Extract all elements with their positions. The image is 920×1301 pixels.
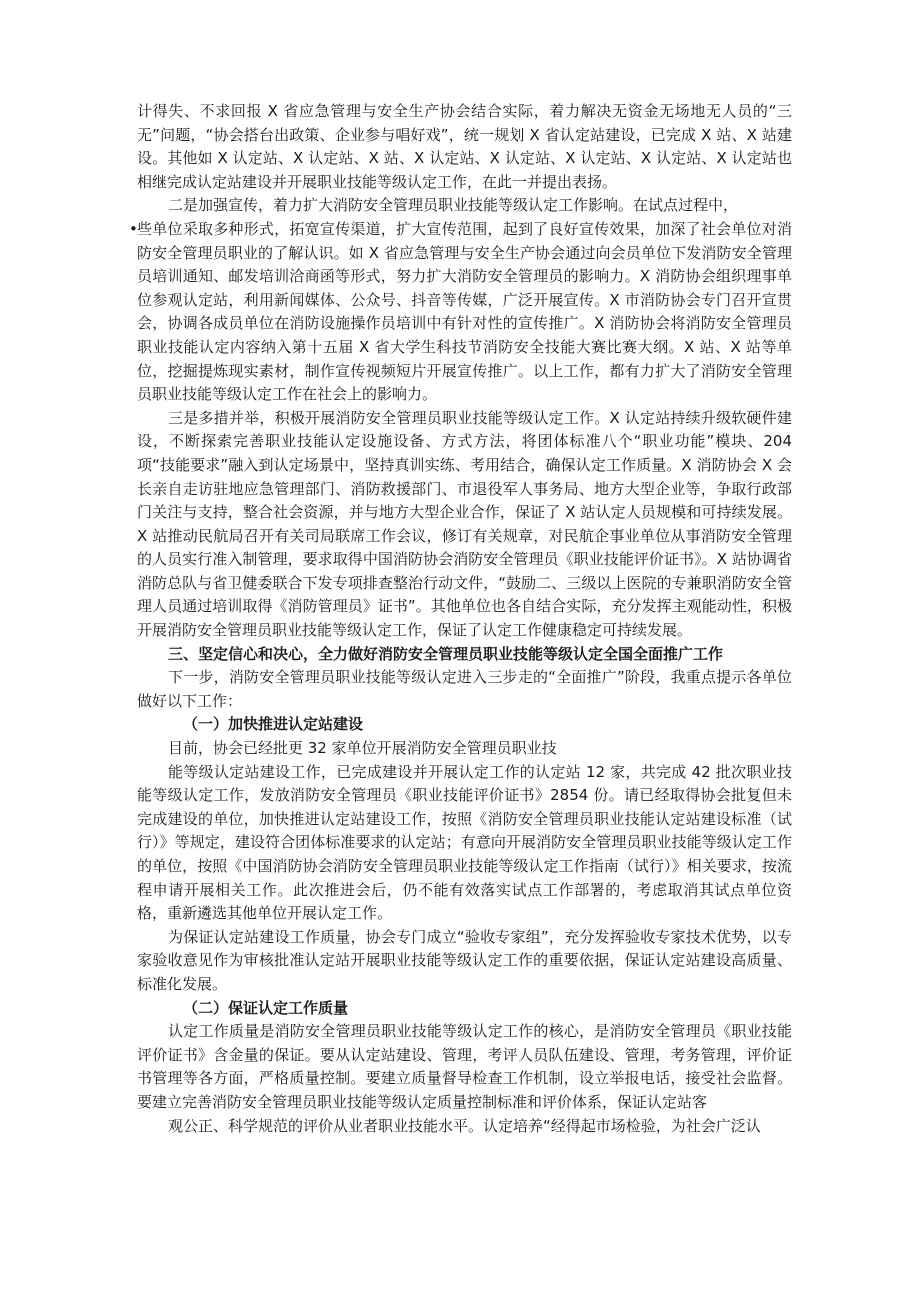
subheading-quality: （二）保证认定工作质量 <box>183 998 349 1017</box>
paragraph-quality-continued: 观公正、科学规范的评价从业者职业技能水平。认定培养“经得起市场检验，为社会广泛认 <box>168 1116 761 1135</box>
subheading-station-construction: （一）加快推进认定站建设 <box>183 715 364 734</box>
paragraph-acceptance-group: 为保证认定站建设工作质量，协会专门成立“验收专家组”，充分发挥验收专家技术优势，以专家验收意见作为审核批准认定站开展职业技能等级认定工作的重要依据，保证认定站建设高质量、标准化发展。 <box>137 927 792 993</box>
paragraph-publicity-intro: 二是加强宣传，着力扩大消防安全管理员职业技能等级认定工作影响。在试点过程中， <box>168 196 739 215</box>
bullet-mark: • <box>129 219 138 238</box>
paragraph-publicity-body <box>129 218 792 407</box>
paragraph-station-status-rest: 能等级认定站建设工作，已完成建设并开展认定工作的认定站 12 家，共完成 42 批次职业技能等级认定工作，发放消防安全管理员《职业技能评价证书》2854 份。请已经取得协会批复但未完成建设的单位，加快推进认定站建设工作，按照《消防安全管理员职业技能认定站建设标准（试行）》等规定，建设符合团体标准要求的认定站；有意向开展消防安全管理员职业技能等级认定工作的单位，按照《中国消防协会消防安全管理员职业技能等级认定工作指南（试行）》相关要求，按流程申请开展相关工作。此次推进会后，仍不能有效落实试点工作部署的，考虑取消其试点单位资格，重新遴选其他单位开展认定工作。 <box>137 762 792 923</box>
paragraph-station-status-first: 目前，协会已经批更 32 家单位开展消防安全管理员职业技 <box>168 739 557 758</box>
paragraph-next-steps: 下一步，消防安全管理员职业技能等级认定进入三步走的“全面推广”阶段，我重点提示各单位做好以下工作： <box>137 668 792 710</box>
paragraph-commendation: 计得失、不求回报 X 省应急管理与安全生产协会结合实际，着力解决无资金无场地无人员的“三无”问题，“协会搭台出政策、企业参与唱好戏”，统一规划 X 省认定站建设，已完成 X 站、X 站建设。其他如 X 认定站、X 认定站、X 站、X 认定站、X 认定站、X 认定站、X 认定站、X 认定站也相继完成认定站建设并开展职业技能等级认定工作，在此一并提出表扬。 <box>137 102 792 191</box>
section-heading-3: 三、坚定信心和决心，全力做好消防安全管理员职业技能等级认定全国全面推广工作 <box>168 644 724 663</box>
paragraph-quality: 认定工作质量是消防安全管理员职业技能等级认定工作的核心，是消防安全管理员《职业技能评价证书》含金量的保证。要从认定站建设、管理，考评人员队伍建设、管理，考务管理，评价证书管理等各方面，严格质量控制。要建立质量督导检查工作机制，设立举报电话，接受社会监督。要建立完善消防安全管理员职业技能等级认定质量控制标准和评价体系，保证认定站客 <box>137 1022 792 1111</box>
paragraph-measures: 三是多措并举，积极开展消防安全管理员职业技能等级认定工作。X 认定站持续升级软硬件建设，不断探索完善职业技能认定设施设备、方式方法，将团体标准八个“职业功能”模块、204 项“技能要求”融入到认定场景中，坚持真训实练、考用结合，确保认定工作质量。X 消防协会 X 会长亲自走访驻地应急管理部门、消防救援部门、市退役军人事务局、地方大型企业等，争取行政部门关注与支持，整合社会资源，并与地方大型企业合作，保证了 X 站认定人员规模和可持续发展。X 站推动民航局召开有关司局联席工作会议，修订有关规章，对民航企事业单位从事消防安全管理的人员实行准入制管理，要求取得中国消防协会消防安全管理员《职业技能评价证书》。X 站协调省消防总队与省卫健委联合下发专项排查整治行动文件，“鼓励二、三级以上医院的专兼职消防安全管理人员通过培训取得《消防管理员》证书”。其他单位也各自结合实际，充分发挥主观能动性，积极开展消防安全管理员职业技能等级认定工作，保证了认定工作健康稳定可持续发展。 <box>137 408 792 640</box>
paragraph-publicity-text: 些单位采取多种形式，拓宽宣传渠道，扩大宣传范围，起到了良好宣传效果，加深了社会单位对消防安全管理员职业的了解认识。如 X 省应急管理与安全生产协会通过向会员单位下发消防安全管理员培训通知、邮发培训洽商函等形式，努力扩大消防安全管理员的影响力。X 消防协会组织理事单位参观认定站，利用新闻媒体、公众号、抖音等传媒，广泛开展宣传。X 市消防协会专门召开宣贯会，协调各成员单位在消防设施操作员培训中有针对性的宣传推广。X 消防协会将消防安全管理员职业技能认定内容纳入第十五届 X 省大学生科技节消防安全技能大赛比赛大纲。X 站、X 站等单位，挖掘提炼现实素材，制作宣传视频短片开展宣传推广。以上工作，都有力扩大了消防安全管理员职业技能等级认定工作在社会上的影响力。 <box>137 219 792 404</box>
